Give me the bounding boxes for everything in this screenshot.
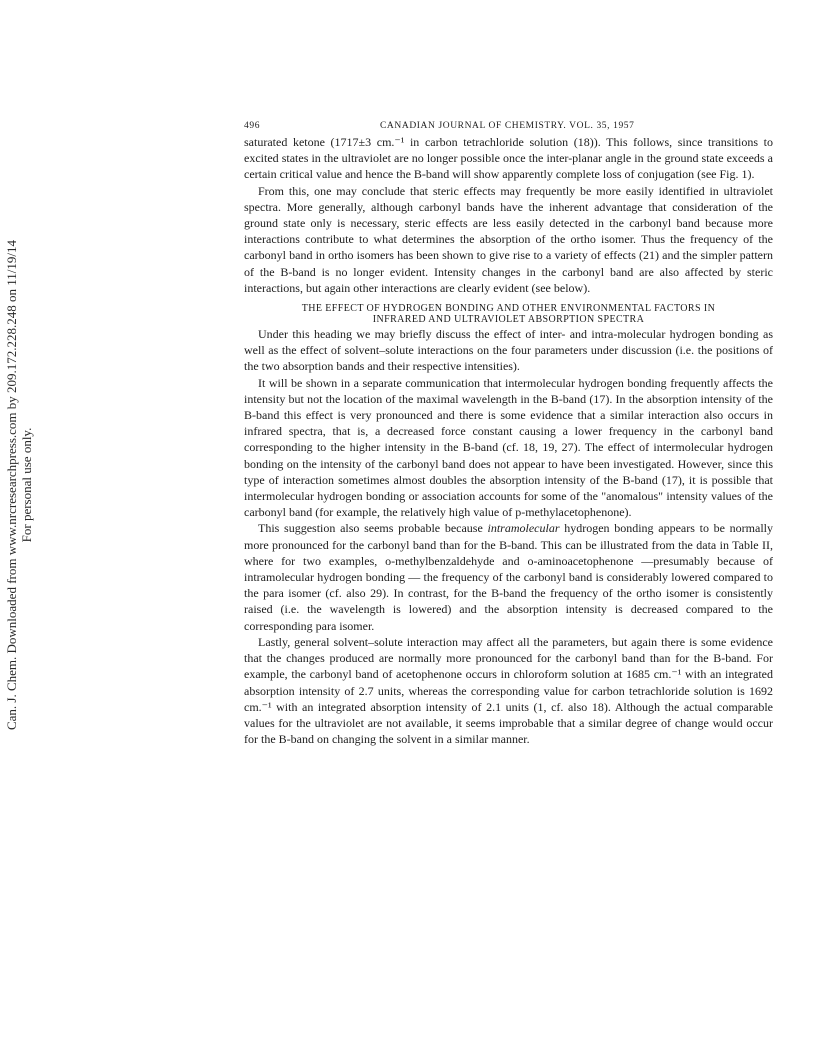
article-body xyxy=(244,134,773,747)
paragraph-intramolecular-rest: hydrogen bonding appears to be normally more pronounced for the carbonyl band than for the B-band. This can be illustrated from the data in Table II, where for two examples, o-methylbenzaldehyde and o-aminoacetophenone —presumably because of intramolecular hydrogen bonding — the frequency of the carbonyl band is considerably lowered compared to the para isomer (cf. also 29). In contrast, for the B-band the frequency of the ortho isomer is consistently raised (i.e. the wavelength is lowered) and the absorption intensity is decreased compared to the corresponding para isomer. xyxy=(244,521,773,633)
paragraph-intro-hydrogen-bonding: Under this heading we may briefly discuss the effect of inter- and intra-molecular hydrogen bonding as well as the effect of solvent–solute interactions on the four parameters under discussion (i.e. the positions of the two absorption bands and their respective intensities). xyxy=(244,327,773,374)
paragraph-intramolecular xyxy=(244,520,773,633)
journal-title: CANADIAN JOURNAL OF CHEMISTRY. VOL. 35, 1957 xyxy=(380,121,635,131)
paragraph-continued: saturated ketone (1717±3 cm.⁻¹ in carbon tetrachloride solution (18)). This follows, since transitions to excited states in the ultraviolet are no longer possible once the inter-planar angle in the ground state exceeds a certain critical value and hence the B-band will show apparently complete loss of conjugation (see Fig. 1). xyxy=(244,135,773,182)
running-head xyxy=(244,121,774,135)
section-heading xyxy=(244,303,773,325)
download-watermark xyxy=(4,200,34,770)
download-watermark-text xyxy=(4,200,34,770)
paragraph-steric-effects: From this, one may conclude that steric effects may frequently be more easily identified in ultraviolet spectra. More generally, although carbonyl bands have the inherent advantage that consideration of the ground state only is necessary, steric effects are less easily detected in the carbonyl band because more interactions contribute to what determines the absorption of the ortho isomer. Thus the frequency of the carbonyl band in ortho isomers has been shown to give rise to a variety of effects (21) and the simpler pattern of the B-band is no longer evident. Intensity changes in the carbonyl band are also affected by steric interactions, but again other interactions are clearly evident (see below). xyxy=(244,183,773,295)
intramolecular-emphasis: intramolecular xyxy=(487,521,560,536)
page-number: 496 xyxy=(244,121,261,131)
watermark-line-2: For personal use only. xyxy=(19,427,34,543)
section-heading-line-2: INFRARED AND ULTRAVIOLET ABSORPTION SPECTRA xyxy=(372,314,645,326)
paragraph-intermolecular: It will be shown in a separate communication that intermolecular hydrogen bonding frequently affects the intensity but not the location of the maximal wavelength in the B-band (17). In the absorption intensity of the B-band this effect is very pronounced and there is some evidence that a similar interaction also occurs in infrared spectra, that is, a decreased force constant causing a lower frequency in the carbonyl band corresponding to the higher intensity in the B-band (cf. 18, 19, 27). The effect of intermolecular hydrogen bonding on the intensity of the carbonyl band does not appear to have been investigated. However, since this type of interaction sometimes almost doubles the absorption intensity of the B-band (17), it is possible that intermolecular hydrogen bonding or association accounts for some of the "anomalous" intensity values of the carbonyl band (for example, the relatively high value of p-methylacetophenone). xyxy=(244,375,773,520)
watermark-line-1: Can. J. Chem. Downloaded from www.nrcresearchpress.com by 209.172.228.248 on 11/19/14 xyxy=(4,239,19,731)
section-heading-line-1: THE EFFECT OF HYDROGEN BONDING AND OTHER ENVIRONMENTAL FACTORS IN xyxy=(301,303,716,315)
paragraph-solvent-solute: Lastly, general solvent–solute interaction may affect all the parameters, but again there is some evidence that the changes produced are normally more pronounced for the carbonyl band than for the B-band. For example, the carbonyl band of acetophenone occurs in chloroform solution at 1685 cm.⁻¹ with an integrated absorption intensity of 2.7 units, whereas the corresponding value for carbon tetrachloride solution is 1692 cm.⁻¹ with an integrated absorption intensity of 2.1 units (1, cf. also 18). Although the actual comparable values for the ultraviolet are not available, it seems improbable that a similar degree of change would occur for the B-band on changing the solvent in a similar manner. xyxy=(244,634,773,747)
paragraph-intramolecular-start: This suggestion also seems probable because xyxy=(258,521,488,536)
